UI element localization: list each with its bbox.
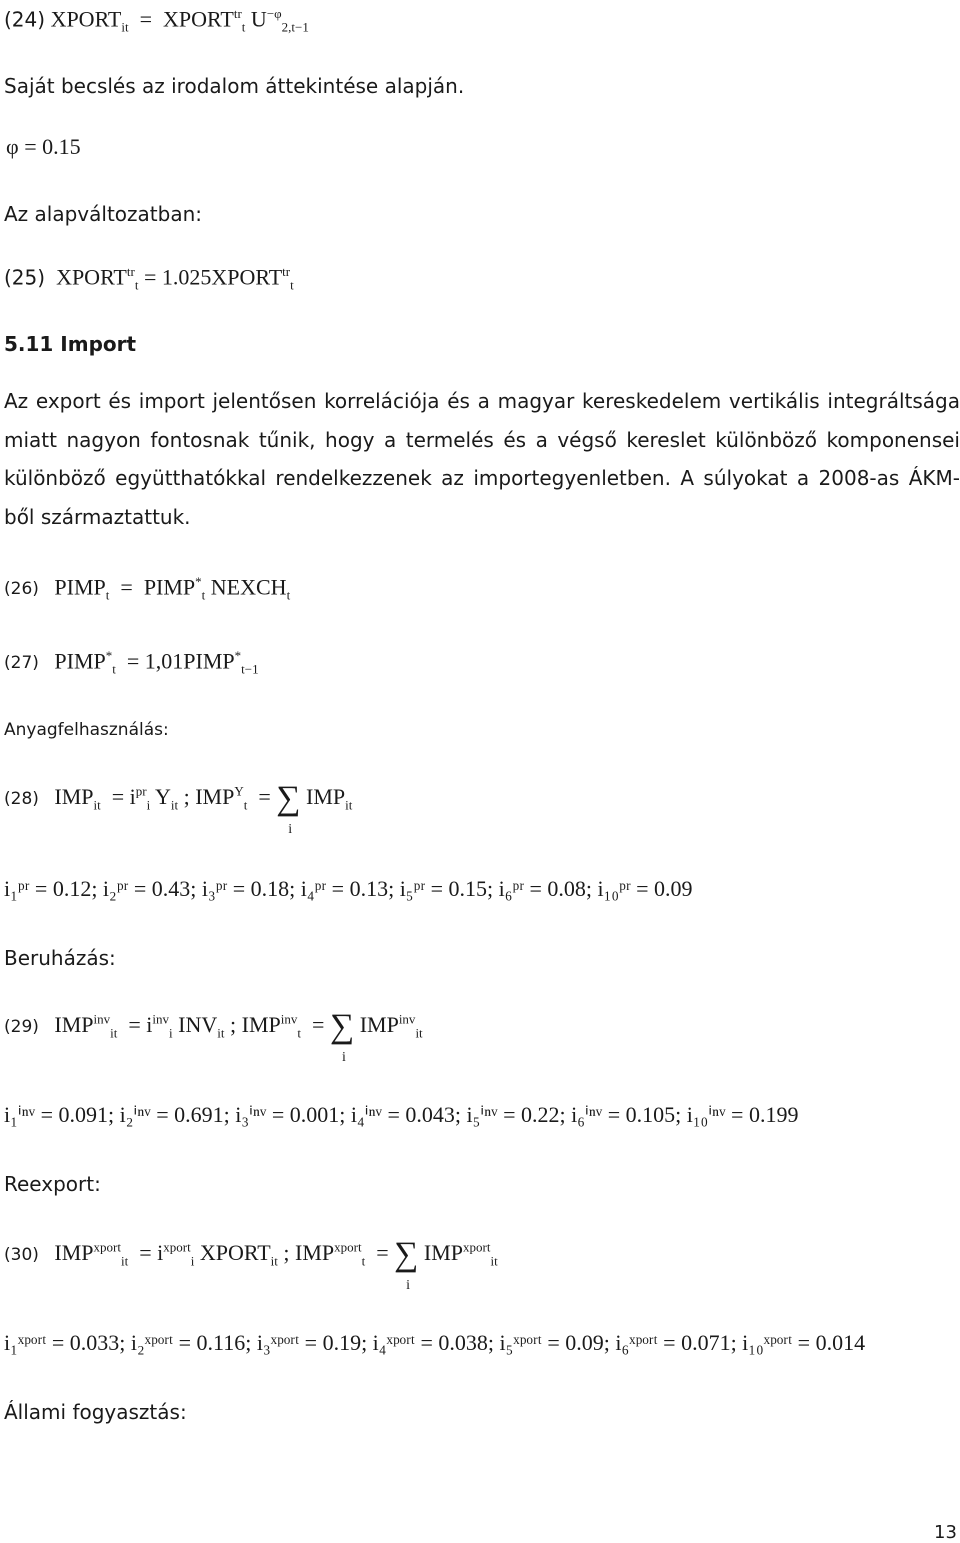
eq-factor: U [250,6,267,32]
equation-number: (29) [4,1017,39,1038]
coefficients-inv: i₁ⁱⁿᵛ = 0.091; i₂ⁱⁿᵛ = 0.691; i₃ⁱⁿᵛ = 0.001; i₄ⁱⁿᵛ = 0.043; i₅ⁱⁿᵛ = 0.22; i₆ⁱⁿᵛ = 0.105; i₁₀ⁱⁿᵛ = 0.199 [4,1102,799,1127]
coefficients-pr: i₁ᵖʳ = 0.12; i₂ᵖʳ = 0.43; i₃ᵖʳ = 0.18; i₄ᵖʳ = 0.13; i₅ᵖʳ = 0.15; i₆ᵖʳ = 0.08; i₁₀ᵖʳ = 0.09 [4,876,693,901]
equation-number: (28) [4,789,39,810]
sum-symbol: ∑ [276,780,301,817]
equation-24: (24) $XPORT_{it}$ = $XPORT^{tr}_t$ $U^{-\varphi}_{2,t-1}$ [4,6,309,35]
equation-number: (27) [4,653,39,674]
section-title: 5.11 Import [4,332,137,356]
equation-28: (28) $IMP_{it} = i^{pr}_i$ $Y_{it}$ ; $IMP^Y_t$ = ∑ i $IMP_{it}$ [4,780,353,837]
page-number: 13 [934,1522,957,1543]
sum-symbol: ∑ [329,1008,355,1045]
estimate-note: Saját becslés az irodalom áttekintése alapján. [4,74,465,98]
eq-lhs: XPORT [50,6,122,32]
investment-label: Beruházás: [4,946,116,970]
baseline-label: Az alapváltozatban: [4,202,202,226]
equation-27: (27) $PIMP^*_t$ = $1,01PIMP^*_{t-1}$ [4,648,259,677]
coefficients-xport: i₁ˣᵖᵒʳᵗ = 0.033; i₂ˣᵖᵒʳᵗ = 0.116; i₃ˣᵖᵒʳᵗ = 0.19; i₄ˣᵖᵒʳᵗ = 0.038; i₅ˣᵖᵒʳᵗ = 0.09; i₆ˣᵖᵒʳᵗ = 0.071; i₁₀ˣᵖᵒʳᵗ = 0.014 [4,1330,866,1355]
eq-rhs: XPORT [163,6,234,32]
equation-26: (26) $PIMP_t$ = $PIMP^*_t$ $NEXCH_t$ [4,574,291,603]
equation-number: (30) [4,1245,39,1266]
equation-number: (24) [4,7,46,32]
material-label: Anyagfelhasználás: [4,720,169,740]
phi-equation: φ = 0.15 [6,134,81,159]
state-consumption-label: Állami fogyasztás: [4,1400,187,1424]
reexport-label: Reexport: [4,1172,101,1196]
equation-number: (25) [4,265,46,290]
equation-29: (29) $IMP^{inv}_{it} = i^{inv}_i$ $INV_{it}$ ; $IMP^{inv}_t$ = ∑ i $IMP^{inv}_{it}$ [4,1008,423,1065]
equation-25: (25) $XPORT^{tr}_t$ = $1.025XPORT^{tr}_t$ [4,264,294,293]
equation-30: (30) $IMP^{xport}_{it} = i^{xport}_i$ $XPORT_{it}$ ; $IMP^{xport}_t$ = ∑ i $IMP^{xport}_{it}$ [4,1236,498,1293]
body-paragraph: Az export és import jelentősen korrelációja és a magyar kereskedelem vertikális integráltsága miatt nagyon fontosnak tűnik, hogy a termelés és a végső kereslet különböző komponensei különböző együtthatókkal rendelkezzenek az importegyenletben. A súlyokat a 2008-as ÁKM-ből származtattuk. [4,389,960,529]
sum-symbol: ∑ [394,1236,419,1273]
equation-number: (26) [4,579,39,600]
